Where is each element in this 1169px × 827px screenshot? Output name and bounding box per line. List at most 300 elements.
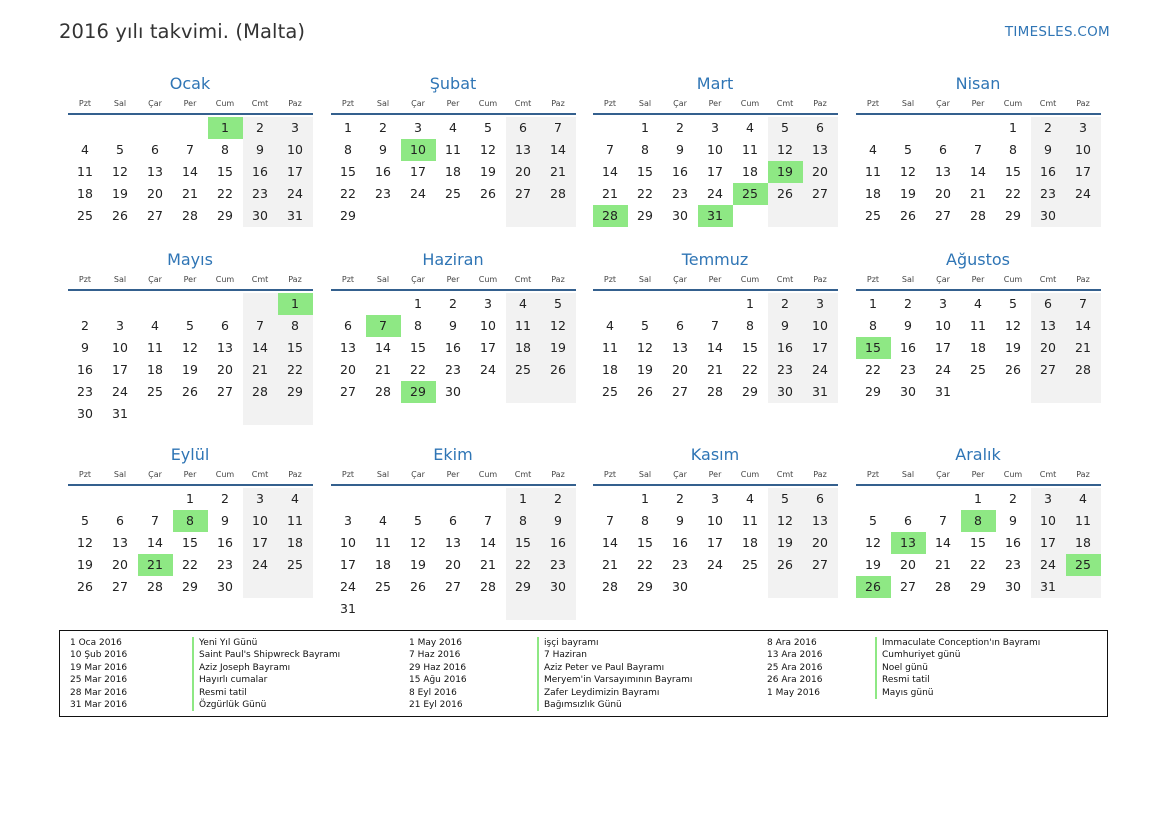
day-cell: 12: [541, 315, 576, 337]
day-cell: 15: [1005, 164, 1021, 179]
day-cell: 23: [217, 557, 233, 572]
weekday-label: Paz: [1076, 99, 1090, 108]
weekday-label: Paz: [551, 99, 565, 108]
weekday-header: [68, 466, 314, 486]
day-cell: 10: [803, 315, 838, 337]
day-cell: 1: [746, 296, 754, 311]
day-cell: 22: [1005, 186, 1021, 201]
day-cell: 17: [1066, 161, 1101, 183]
day-cell: 28: [602, 579, 618, 594]
day-grid: [331, 488, 577, 620]
legend-date: 8 Ara 2016: [767, 638, 817, 648]
empty-day-cell: [856, 117, 891, 139]
weekday-label: Çar: [673, 99, 687, 108]
weekday-label: Pzt: [78, 275, 92, 284]
day-cell: 9: [379, 142, 387, 157]
legend-date: 29 Haz 2016: [409, 662, 467, 673]
day-cell: 17: [1031, 532, 1066, 554]
day-cell: 30: [77, 406, 93, 421]
day-grid: [856, 117, 1102, 227]
month-name: Nisan: [955, 74, 1001, 93]
day-cell: 25: [970, 362, 986, 377]
weekday-label: Sal: [113, 275, 127, 284]
legend-date: 13 Ara 2016: [767, 650, 823, 661]
day-cell: 25: [602, 384, 618, 399]
day-cell: 3: [803, 293, 838, 315]
day-cell: 3: [484, 296, 492, 311]
day-cell: 29: [865, 384, 881, 399]
day-cell: 17: [410, 164, 426, 179]
day-cell: 26: [768, 183, 803, 205]
day-cell: 4: [869, 142, 877, 157]
empty-day-cell: [103, 488, 138, 510]
day-cell: 13: [445, 535, 461, 550]
empty-day-cell: [68, 117, 103, 139]
empty-day-cell: [436, 598, 471, 620]
day-cell: 12: [768, 510, 803, 532]
day-cell: 23: [672, 557, 688, 572]
day-cell: 16: [77, 362, 93, 377]
day-cell: 2: [1031, 117, 1066, 139]
day-cell: 6: [449, 513, 457, 528]
day-cell: 20: [672, 362, 688, 377]
legend-date: 10 Şub 2016: [70, 650, 128, 661]
day-cell: 22: [278, 359, 313, 381]
weekday-header: [68, 271, 314, 291]
empty-day-cell: [243, 576, 278, 598]
day-cell: 15: [970, 535, 986, 550]
day-cell: 5: [768, 488, 803, 510]
day-cell: 25: [147, 384, 163, 399]
weekday-label: Çar: [411, 470, 425, 479]
weekday-label: Cum: [215, 470, 235, 479]
day-cell: 29: [742, 384, 758, 399]
day-cell: 12: [480, 142, 496, 157]
day-cell: 14: [602, 535, 618, 550]
day-cell: 4: [746, 491, 754, 506]
day-cell: 23: [541, 554, 576, 576]
day-cell: 10: [340, 535, 356, 550]
day-cell: 26: [77, 579, 93, 594]
day-cell: 29: [278, 381, 313, 403]
day-cell: 22: [217, 186, 233, 201]
day-cell: 21: [480, 557, 496, 572]
day-cell: 29: [1005, 208, 1021, 223]
day-cell: 9: [676, 142, 684, 157]
day-cell: 24: [243, 554, 278, 576]
legend-names-col-3: [875, 637, 1040, 699]
holiday-day-cell: 28: [593, 205, 628, 227]
legend-date: 15 Ağu 2016: [409, 675, 467, 686]
day-cell: 5: [641, 318, 649, 333]
weekday-label: Sal: [901, 99, 915, 108]
day-cell: 2: [904, 296, 912, 311]
day-cell: 11: [742, 142, 758, 157]
day-cell: 17: [112, 362, 128, 377]
day-cell: 11: [147, 340, 163, 355]
weekday-label: Paz: [1076, 470, 1090, 479]
day-cell: 14: [541, 139, 576, 161]
weekday-label: Paz: [813, 99, 827, 108]
holiday-day-cell: 29: [401, 381, 436, 403]
day-cell: 23: [243, 183, 278, 205]
day-cell: 3: [711, 120, 719, 135]
weekday-label: Per: [708, 275, 722, 284]
day-cell: 10: [1031, 510, 1066, 532]
day-cell: 8: [506, 510, 541, 532]
empty-day-cell: [471, 381, 506, 403]
day-cell: 12: [768, 139, 803, 161]
day-cell: 22: [865, 362, 881, 377]
day-cell: 18: [1066, 532, 1101, 554]
legend-holiday-name: işçi bayramı: [537, 637, 692, 649]
empty-day-cell: [803, 576, 838, 598]
month-name: Temmuz: [681, 250, 749, 269]
day-cell: 4: [974, 296, 982, 311]
empty-day-cell: [768, 576, 803, 598]
day-cell: 31: [340, 601, 356, 616]
holiday-day-cell: 10: [401, 139, 436, 161]
day-cell: 15: [637, 164, 653, 179]
weekday-label: Cum: [478, 99, 498, 108]
legend-date: 7 Haz 2016: [409, 650, 461, 661]
weekday-label: Pzt: [866, 99, 880, 108]
empty-day-cell: [68, 293, 103, 315]
day-cell: 19: [112, 186, 128, 201]
day-cell: 16: [768, 337, 803, 359]
empty-day-cell: [208, 403, 243, 425]
legend-names-col-1: [192, 637, 340, 711]
day-cell: 4: [449, 120, 457, 135]
day-cell: 2: [768, 293, 803, 315]
day-cell: 27: [147, 208, 163, 223]
day-cell: 10: [707, 513, 723, 528]
day-cell: 19: [410, 557, 426, 572]
day-cell: 4: [81, 142, 89, 157]
holiday-day-cell: 19: [768, 161, 803, 183]
day-cell: 21: [182, 186, 198, 201]
empty-day-cell: [856, 488, 891, 510]
weekday-label: Çar: [673, 275, 687, 284]
day-cell: 6: [151, 142, 159, 157]
empty-day-cell: [366, 293, 401, 315]
day-cell: 11: [1066, 510, 1101, 532]
day-cell: 16: [445, 340, 461, 355]
weekday-label: Paz: [1076, 275, 1090, 284]
day-cell: 8: [641, 142, 649, 157]
day-cell: 6: [221, 318, 229, 333]
empty-day-cell: [1066, 576, 1101, 598]
empty-day-cell: [891, 117, 926, 139]
day-cell: 2: [81, 318, 89, 333]
day-cell: 25: [77, 208, 93, 223]
empty-day-cell: [628, 293, 663, 315]
day-cell: 26: [410, 579, 426, 594]
month-block: [592, 249, 838, 403]
day-cell: 9: [541, 510, 576, 532]
day-cell: 7: [243, 315, 278, 337]
day-cell: 17: [707, 535, 723, 550]
day-cell: 1: [186, 491, 194, 506]
day-cell: 16: [672, 164, 688, 179]
day-cell: 7: [1066, 293, 1101, 315]
month-name: Ekim: [433, 445, 473, 464]
day-cell: 6: [344, 318, 352, 333]
brand-link[interactable]: TIMESLES.COM: [1004, 24, 1110, 40]
holiday-day-cell: 26: [856, 576, 891, 598]
day-cell: 27: [803, 183, 838, 205]
day-cell: 26: [480, 186, 496, 201]
day-cell: 20: [1031, 337, 1066, 359]
day-cell: 2: [676, 491, 684, 506]
weekday-label: Pzt: [603, 470, 617, 479]
day-cell: 9: [1031, 139, 1066, 161]
month-block: [855, 249, 1101, 403]
day-cell: 28: [480, 579, 496, 594]
day-cell: 29: [217, 208, 233, 223]
empty-day-cell: [366, 488, 401, 510]
empty-day-cell: [208, 293, 243, 315]
day-cell: 17: [243, 532, 278, 554]
weekday-label: Cmt: [1039, 99, 1057, 108]
empty-day-cell: [891, 488, 926, 510]
weekday-header: [331, 271, 577, 291]
day-cell: 12: [865, 535, 881, 550]
day-cell: 19: [900, 186, 916, 201]
day-cell: 28: [182, 208, 198, 223]
day-cell: 30: [445, 384, 461, 399]
day-cell: 27: [112, 579, 128, 594]
day-cell: 22: [410, 362, 426, 377]
month-name: Kasım: [690, 445, 740, 464]
weekday-label: Sal: [376, 275, 390, 284]
day-cell: 16: [900, 340, 916, 355]
day-cell: 5: [541, 293, 576, 315]
day-cell: 14: [147, 535, 163, 550]
holiday-day-cell: 21: [138, 554, 173, 576]
weekday-label: Çar: [936, 99, 950, 108]
legend-date: 1 May 2016: [409, 638, 462, 648]
day-cell: 25: [865, 208, 881, 223]
day-cell: 23: [768, 359, 803, 381]
day-cell: 3: [243, 488, 278, 510]
day-cell: 11: [742, 513, 758, 528]
day-cell: 19: [77, 557, 93, 572]
day-cell: 14: [375, 340, 391, 355]
weekday-label: Sal: [901, 275, 915, 284]
day-cell: 11: [602, 340, 618, 355]
day-cell: 3: [278, 117, 313, 139]
day-cell: 19: [1005, 340, 1021, 355]
day-cell: 15: [217, 164, 233, 179]
legend-holiday-name: 7 Haziran: [537, 649, 692, 661]
day-cell: 20: [445, 557, 461, 572]
empty-day-cell: [593, 488, 628, 510]
legend-date: 28 Mar 2016: [70, 687, 128, 698]
day-cell: 31: [278, 205, 313, 227]
day-grid: [593, 117, 839, 227]
weekday-label: Sal: [638, 470, 652, 479]
day-cell: 29: [340, 208, 356, 223]
day-cell: 27: [506, 183, 541, 205]
legend-holiday-name: Bağımsızlık Günü: [537, 699, 692, 711]
day-cell: 21: [602, 186, 618, 201]
day-cell: 5: [81, 513, 89, 528]
day-cell: 22: [970, 557, 986, 572]
month-block: [330, 73, 576, 227]
month-name: Mayıs: [167, 250, 213, 269]
day-grid: [68, 117, 314, 227]
weekday-label: Çar: [148, 275, 162, 284]
legend-holiday-name: Aziz Joseph Bayramı: [192, 662, 340, 674]
day-cell: 24: [112, 384, 128, 399]
day-cell: 27: [217, 384, 233, 399]
day-cell: 16: [243, 161, 278, 183]
day-cell: 14: [602, 164, 618, 179]
day-cell: 13: [217, 340, 233, 355]
day-cell: 26: [900, 208, 916, 223]
day-cell: 18: [742, 164, 758, 179]
day-cell: 19: [768, 532, 803, 554]
empty-day-cell: [803, 205, 838, 227]
weekday-header: [593, 466, 839, 486]
day-cell: 1: [1009, 120, 1017, 135]
day-cell: 15: [506, 532, 541, 554]
day-cell: 20: [900, 557, 916, 572]
legend-holiday-name: Saint Paul's Shipwreck Bayramı: [192, 649, 340, 661]
day-cell: 20: [147, 186, 163, 201]
legend-date: 31 Mar 2016: [70, 699, 128, 710]
empty-day-cell: [331, 488, 366, 510]
day-cell: 11: [865, 164, 881, 179]
day-cell: 22: [182, 557, 198, 572]
empty-day-cell: [436, 488, 471, 510]
day-cell: 2: [221, 491, 229, 506]
legend-date: 25 Ara 2016: [767, 662, 823, 673]
legend-names-col-2: [537, 637, 692, 711]
holiday-day-cell: 15: [856, 337, 891, 359]
empty-day-cell: [506, 381, 541, 403]
day-cell: 17: [278, 161, 313, 183]
day-cell: 22: [506, 554, 541, 576]
empty-day-cell: [471, 598, 506, 620]
day-cell: 28: [935, 579, 951, 594]
holiday-day-cell: 8: [173, 510, 208, 532]
day-cell: 21: [541, 161, 576, 183]
day-cell: 13: [1031, 315, 1066, 337]
empty-day-cell: [278, 576, 313, 598]
weekday-label: Pzt: [603, 99, 617, 108]
legend-holiday-name: Immaculate Conception'ın Bayramı: [875, 637, 1040, 649]
weekday-label: Çar: [936, 275, 950, 284]
day-grid: [68, 488, 314, 598]
empty-day-cell: [1066, 381, 1101, 403]
weekday-label: Per: [971, 275, 985, 284]
holiday-legend: [59, 630, 1108, 717]
empty-day-cell: [1066, 205, 1101, 227]
empty-day-cell: [1031, 381, 1066, 403]
weekday-label: Cmt: [776, 470, 794, 479]
day-cell: 24: [1066, 183, 1101, 205]
day-cell: 20: [340, 362, 356, 377]
page-title: 2016 yılı takvimi. (Malta): [59, 20, 306, 43]
day-cell: 30: [900, 384, 916, 399]
empty-day-cell: [698, 293, 733, 315]
day-cell: 24: [935, 362, 951, 377]
day-cell: 1: [974, 491, 982, 506]
empty-day-cell: [243, 293, 278, 315]
day-grid: [68, 293, 314, 425]
weekday-label: Sal: [376, 99, 390, 108]
weekday-label: Per: [446, 470, 460, 479]
weekday-label: Sal: [113, 470, 127, 479]
empty-day-cell: [103, 293, 138, 315]
day-cell: 8: [746, 318, 754, 333]
weekday-label: Per: [708, 470, 722, 479]
day-cell: 17: [480, 340, 496, 355]
day-cell: 29: [506, 576, 541, 598]
day-cell: 23: [445, 362, 461, 377]
empty-day-cell: [138, 488, 173, 510]
day-cell: 2: [1009, 491, 1017, 506]
empty-day-cell: [541, 598, 576, 620]
day-cell: 13: [803, 510, 838, 532]
day-cell: 18: [278, 532, 313, 554]
weekday-label: Pzt: [78, 99, 92, 108]
weekday-label: Cmt: [776, 275, 794, 284]
day-cell: 18: [445, 164, 461, 179]
day-cell: 11: [278, 510, 313, 532]
weekday-label: Çar: [673, 470, 687, 479]
day-cell: 12: [77, 535, 93, 550]
day-cell: 16: [1005, 535, 1021, 550]
weekday-label: Sal: [113, 99, 127, 108]
day-cell: 18: [742, 535, 758, 550]
day-cell: 29: [970, 579, 986, 594]
day-cell: 24: [707, 557, 723, 572]
day-cell: 3: [711, 491, 719, 506]
empty-day-cell: [366, 205, 401, 227]
weekday-label: Sal: [901, 470, 915, 479]
day-cell: 7: [606, 142, 614, 157]
empty-day-cell: [996, 381, 1031, 403]
empty-day-cell: [401, 488, 436, 510]
day-cell: 7: [186, 142, 194, 157]
legend-dates-col-3: [767, 637, 822, 699]
weekday-label: Per: [446, 275, 460, 284]
day-cell: 14: [243, 337, 278, 359]
day-cell: 7: [541, 117, 576, 139]
empty-day-cell: [926, 488, 961, 510]
day-cell: 6: [116, 513, 124, 528]
day-cell: 16: [375, 164, 391, 179]
weekday-label: Cum: [740, 99, 760, 108]
day-cell: 17: [340, 557, 356, 572]
month-block: [330, 249, 576, 403]
day-cell: 28: [541, 183, 576, 205]
day-cell: 13: [340, 340, 356, 355]
month-name: Mart: [696, 74, 734, 93]
day-cell: 28: [1066, 359, 1101, 381]
day-cell: 5: [414, 513, 422, 528]
day-cell: 8: [221, 142, 229, 157]
legend-dates-col-2: [409, 637, 467, 711]
day-cell: 10: [112, 340, 128, 355]
weekday-label: Pzt: [341, 275, 355, 284]
empty-day-cell: [961, 117, 996, 139]
day-cell: 27: [340, 384, 356, 399]
empty-day-cell: [173, 293, 208, 315]
